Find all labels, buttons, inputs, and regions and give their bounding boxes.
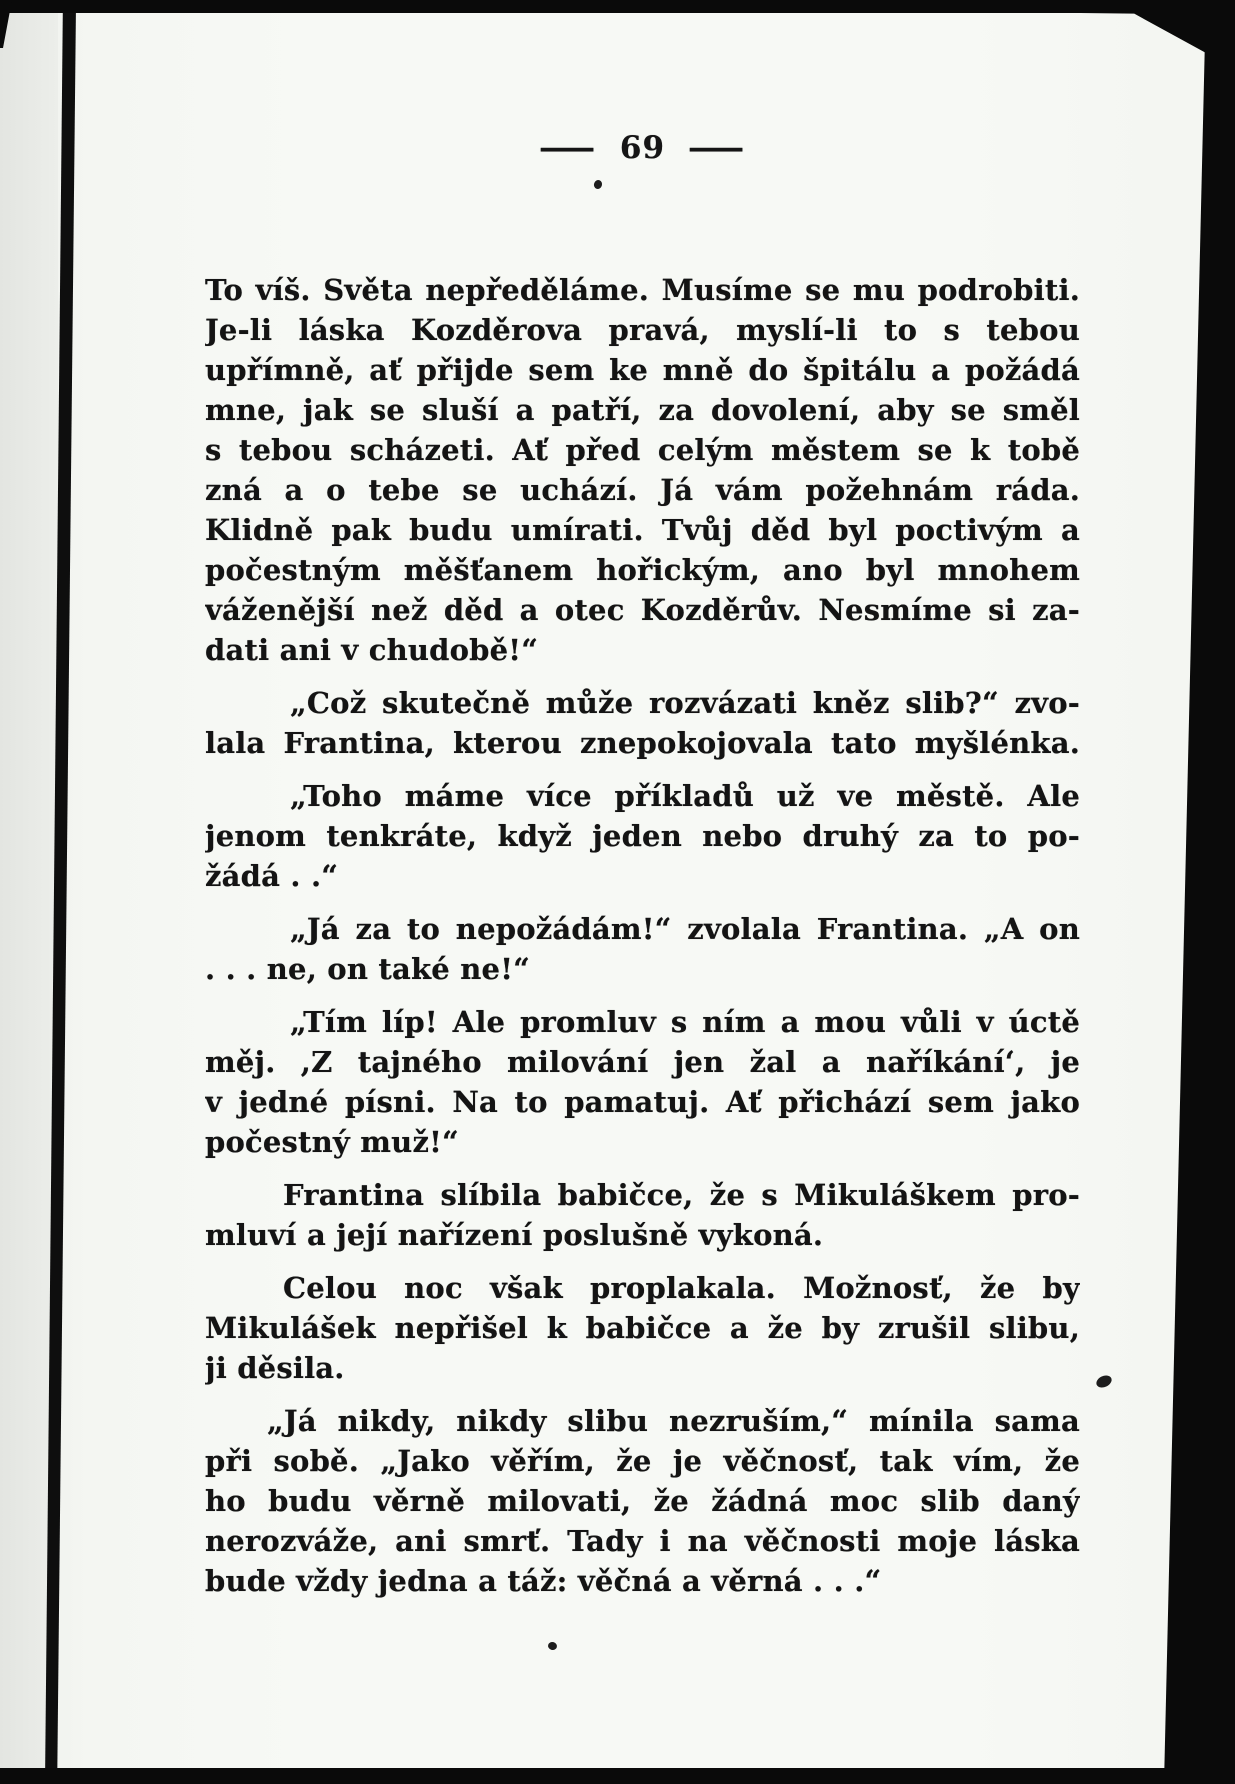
text-body xyxy=(205,270,1080,1614)
text-line: Mikulášek nepřišel k babičce a že by zrušil slibu, xyxy=(205,1311,1080,1345)
text-line: mne, jak se sluší a patří, za dovolení, aby se směl xyxy=(205,393,1080,427)
scan-border-right xyxy=(1164,0,1235,1784)
text-line: žádá . .“ xyxy=(205,859,339,893)
text-line: jenom tenkráte, když jeden nebo druhý za to po- xyxy=(205,819,1080,853)
text-line: váženější než děd a otec Kozděrův. Nesmíme si za- xyxy=(205,593,1080,627)
text-line: To víš. Světa nepředěláme. Musíme se mu podrobiti. xyxy=(205,273,1080,307)
text-line: při sobě. „Jako věřím, že je věčnosť, tak vím, že xyxy=(205,1444,1080,1478)
ink-speck xyxy=(593,179,604,190)
ink-speck xyxy=(1094,1373,1113,1390)
text-line: „Já za to nepožádám!“ zvolala Frantina. „A on xyxy=(290,912,1080,946)
header-dash-right: — xyxy=(686,130,748,166)
text-line: Celou noc však proplakala. Možnosť, že by xyxy=(283,1271,1080,1305)
paragraph xyxy=(205,1175,1080,1255)
ink-speck xyxy=(547,1641,558,1651)
paragraph xyxy=(205,1401,1080,1601)
text-line: nerozváže, ani smrť. Tady i na věčnosti moje láska xyxy=(205,1524,1080,1558)
text-line: Frantina slíbila babičce, že s Mikuláškem pro- xyxy=(283,1178,1080,1212)
page-header xyxy=(205,130,1080,166)
paragraph xyxy=(205,683,1080,763)
paragraph xyxy=(205,1002,1080,1162)
paragraph xyxy=(205,776,1080,896)
text-line: s tebou scházeti. Ať před celým městem se k tobě xyxy=(205,433,1080,467)
text-line: měj. ,Z tajného milování jen žal a naříkání‘, je xyxy=(205,1045,1080,1079)
text-line: „Toho máme více příkladů už ve městě. Ale xyxy=(290,779,1080,813)
text-line: „Tím líp! Ale promluv s ním a mou vůli v úctě xyxy=(290,1005,1080,1039)
paragraph xyxy=(205,909,1080,989)
text-line: . . . ne, on také ne!“ xyxy=(205,952,531,986)
text-line: počestný muž!“ xyxy=(205,1125,459,1159)
text-line: dati ani v chudobě!“ xyxy=(205,633,539,667)
paragraph xyxy=(205,1268,1080,1388)
page-number: 69 xyxy=(619,130,666,166)
text-line: ji děsila. xyxy=(205,1351,345,1385)
text-line: „Já nikdy, nikdy slibu nezruším,“ mínila sama xyxy=(267,1404,1080,1438)
text-line: ho budu věrně milovati, že žádná moc slib daný xyxy=(205,1484,1080,1518)
text-line: Klidně pak budu umírati. Tvůj děd byl poctivým a xyxy=(205,513,1080,547)
text-line: lala Frantina, kterou znepokojovala tato myšlénka. xyxy=(205,726,1080,760)
paragraph xyxy=(205,270,1080,670)
text-line: počestným měšťanem hořickým, ano byl mnohem xyxy=(205,553,1080,587)
header-dash-left: — xyxy=(537,130,599,166)
scan-border-top xyxy=(0,0,1235,13)
text-line: upřímně, ať přijde sem ke mně do špitálu a požádá xyxy=(205,353,1080,387)
text-line: zná a o tebe se uchází. Já vám požehnám ráda. xyxy=(205,473,1080,507)
text-line: v jedné písni. Na to pamatuj. Ať přichází sem jako xyxy=(205,1085,1080,1119)
scan-border-bottom xyxy=(0,1768,1235,1784)
text-line: „Což skutečně může rozvázati kněz slib?“ zvo- xyxy=(290,686,1080,720)
text-line: Je-li láska Kozděrova pravá, myslí-li to s tebou xyxy=(205,313,1080,347)
text-line: mluví a její nařízení poslušně vykoná. xyxy=(205,1218,824,1252)
text-line: bude vždy jedna a táž: věčná a věrná . . .“ xyxy=(205,1564,882,1598)
